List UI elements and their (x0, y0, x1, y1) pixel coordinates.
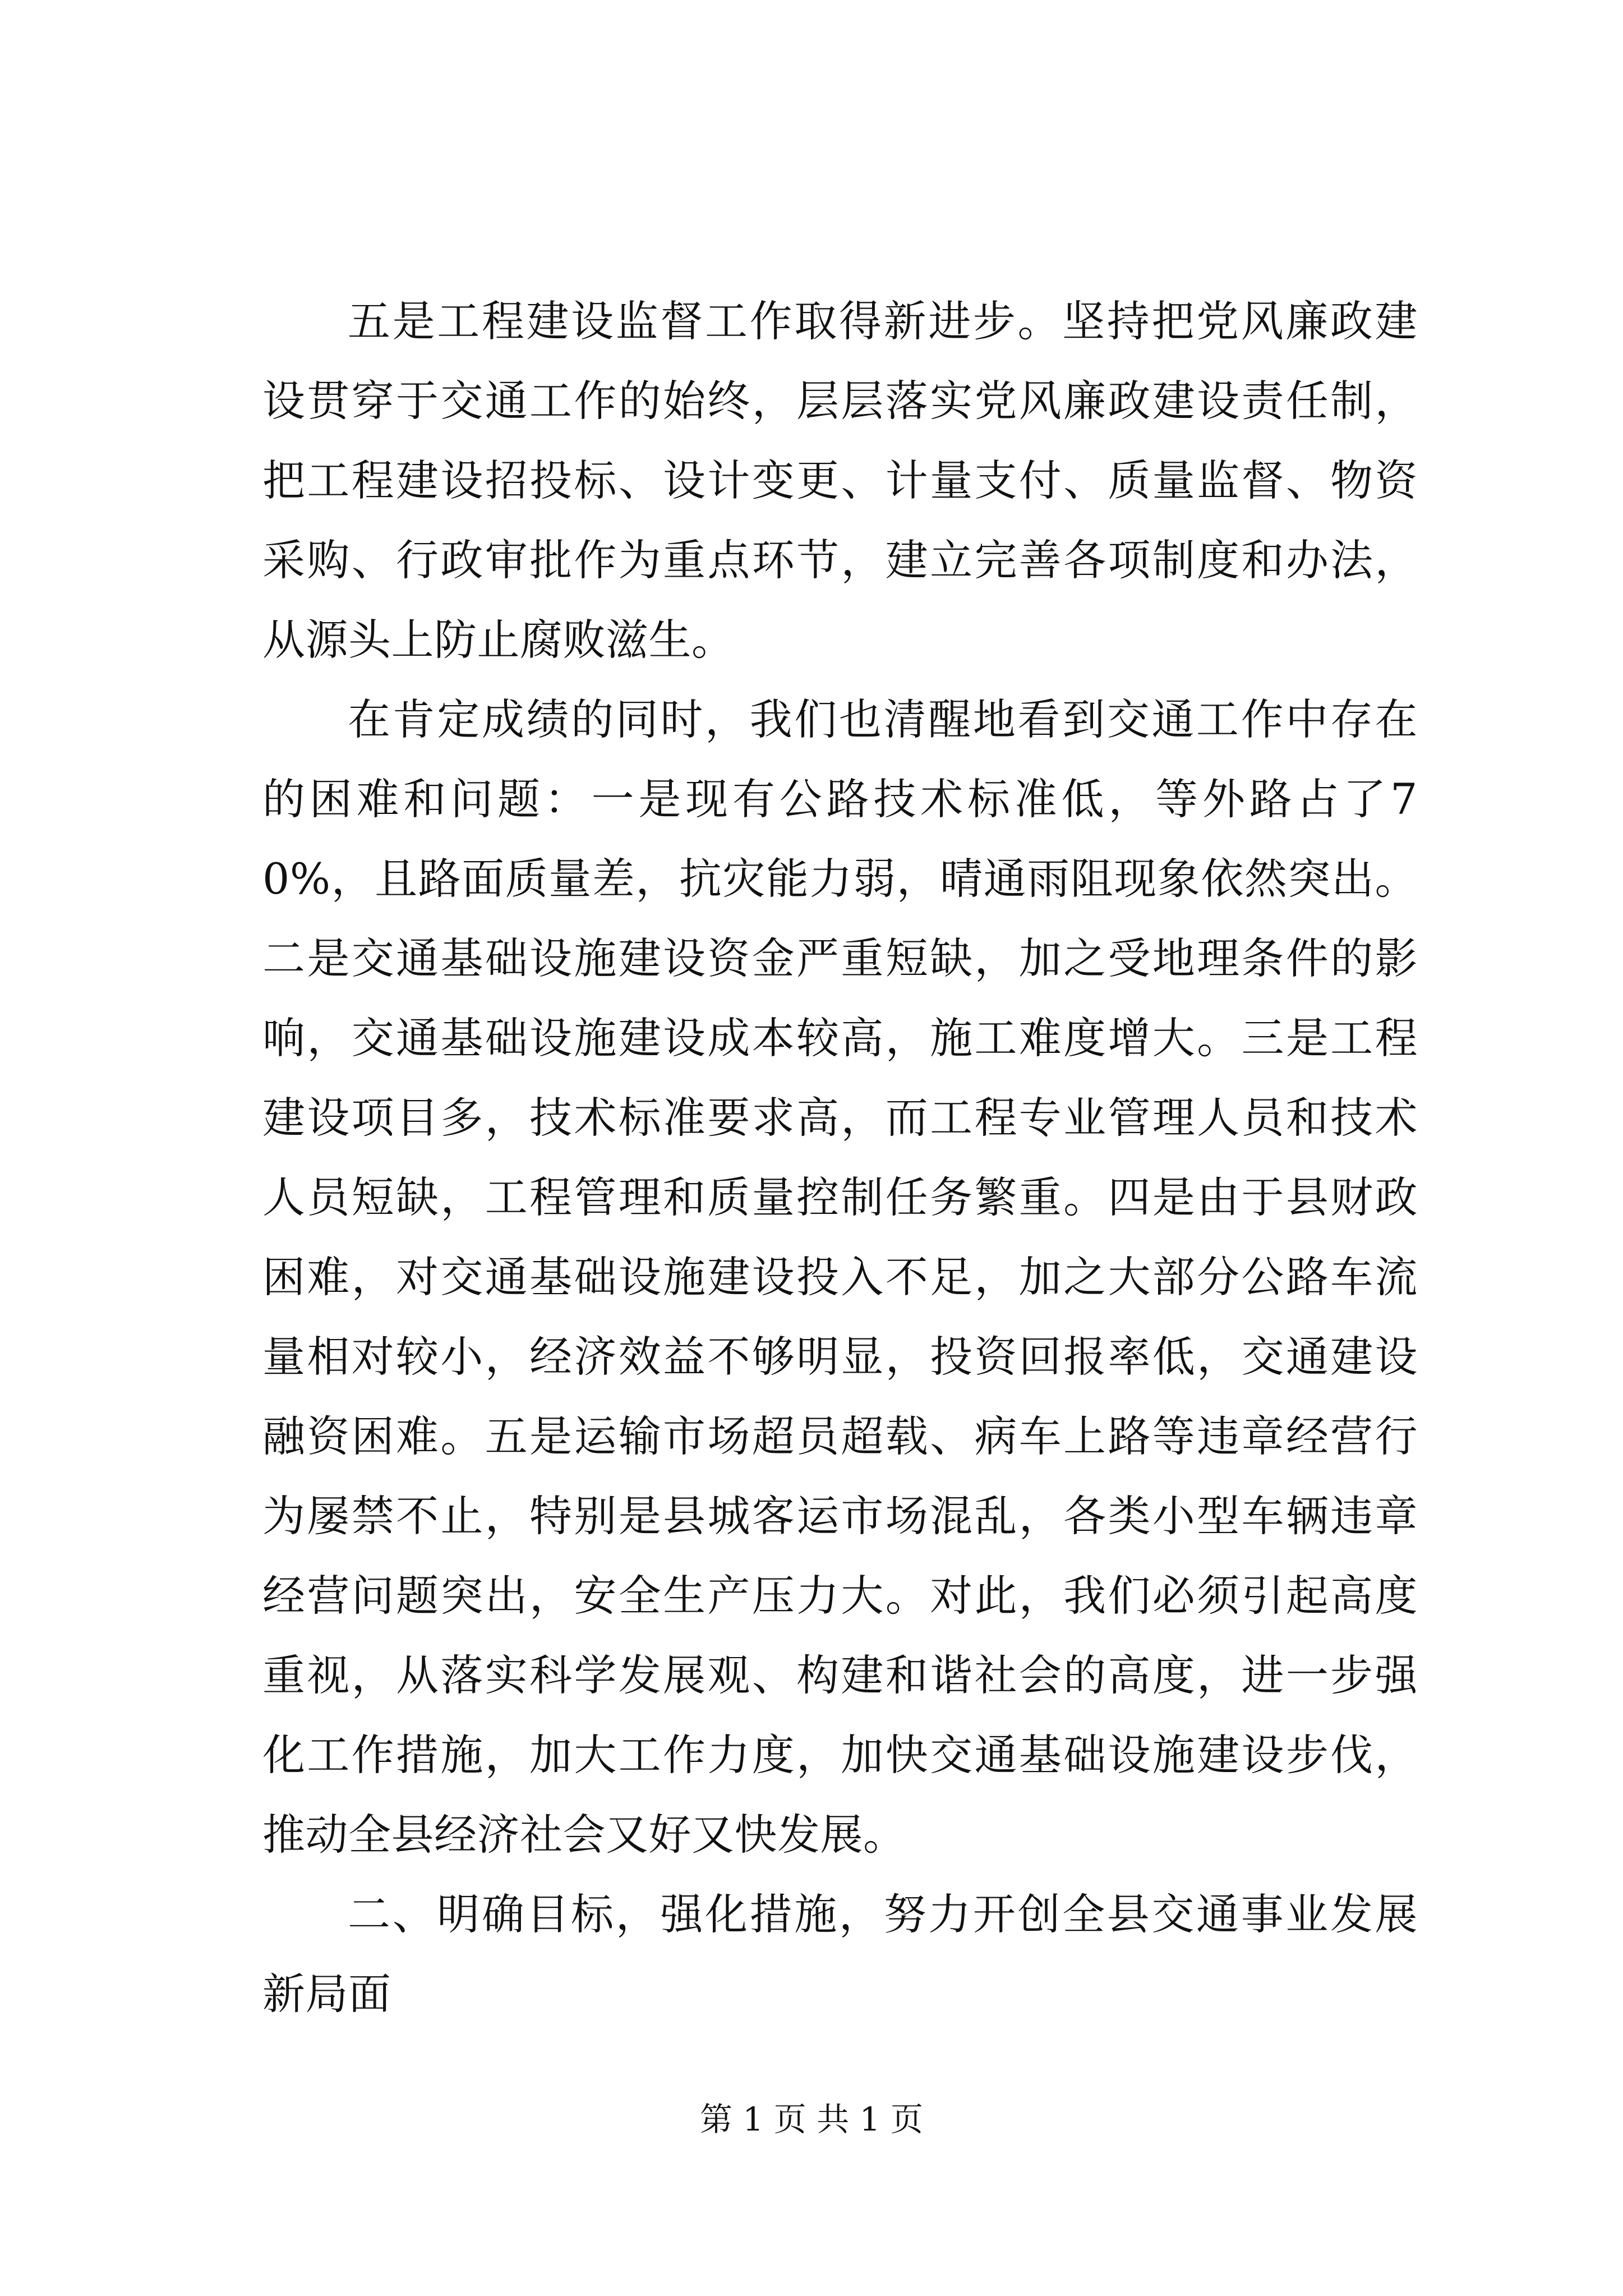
document-body (262, 282, 1418, 2034)
section-heading-goals-and-measures: 二、明确目标，强化措施，努力开创全县交通事业发展新局面 (262, 1889, 1418, 2019)
page-footer: 第 1 页 共 1 页 (700, 2100, 923, 2138)
paragraph-difficulties-and-problems: 在肯定成绩的同时，我们也清醒地看到交通工作中存在的困难和问题：一是现有公路技术标准低，等外路占了70%，且路面质量差，抗灾能力弱，晴通雨阻现象依然突出。二是交通基础设施建设资金严重短缺，加之受地理条件的影响，交通基础设施建设成本较高，施工难度增大。三是工程建设项目多，技术标准要求高，而工程专业管理人员和技术人员短缺，工程管理和质量控制任务繁重。四是由于县财政困难，对交通基础设施建设投入不足，加之大部分公路车流量相对较小，经济效益不够明显，投资回报率低，交通建设融资困难。五是运输市场超员超载、病车上路等违章经营行为屡禁不止，特别是县城客运市场混乱，各类小型车辆违章经营问题突出，安全生产压力大。对此，我们必须引起高度重视，从落实科学发展观、构建和谐社会的高度，进一步强化工作措施，加大工作力度，加快交通基础设施建设步伐，推动全县经济社会又好又快发展。 (262, 694, 1418, 1860)
paragraph-engineering-supervision: 五是工程建设监督工作取得新进步。坚持把党风廉政建设贯穿于交通工作的始终，层层落实党风廉政建设责任制，把工程建设招投标、设计变更、计量支付、质量监督、物资采购、行政审批作为重点环节，建立完善各项制度和办法，从源头上防止腐败滋生。 (262, 296, 1418, 665)
